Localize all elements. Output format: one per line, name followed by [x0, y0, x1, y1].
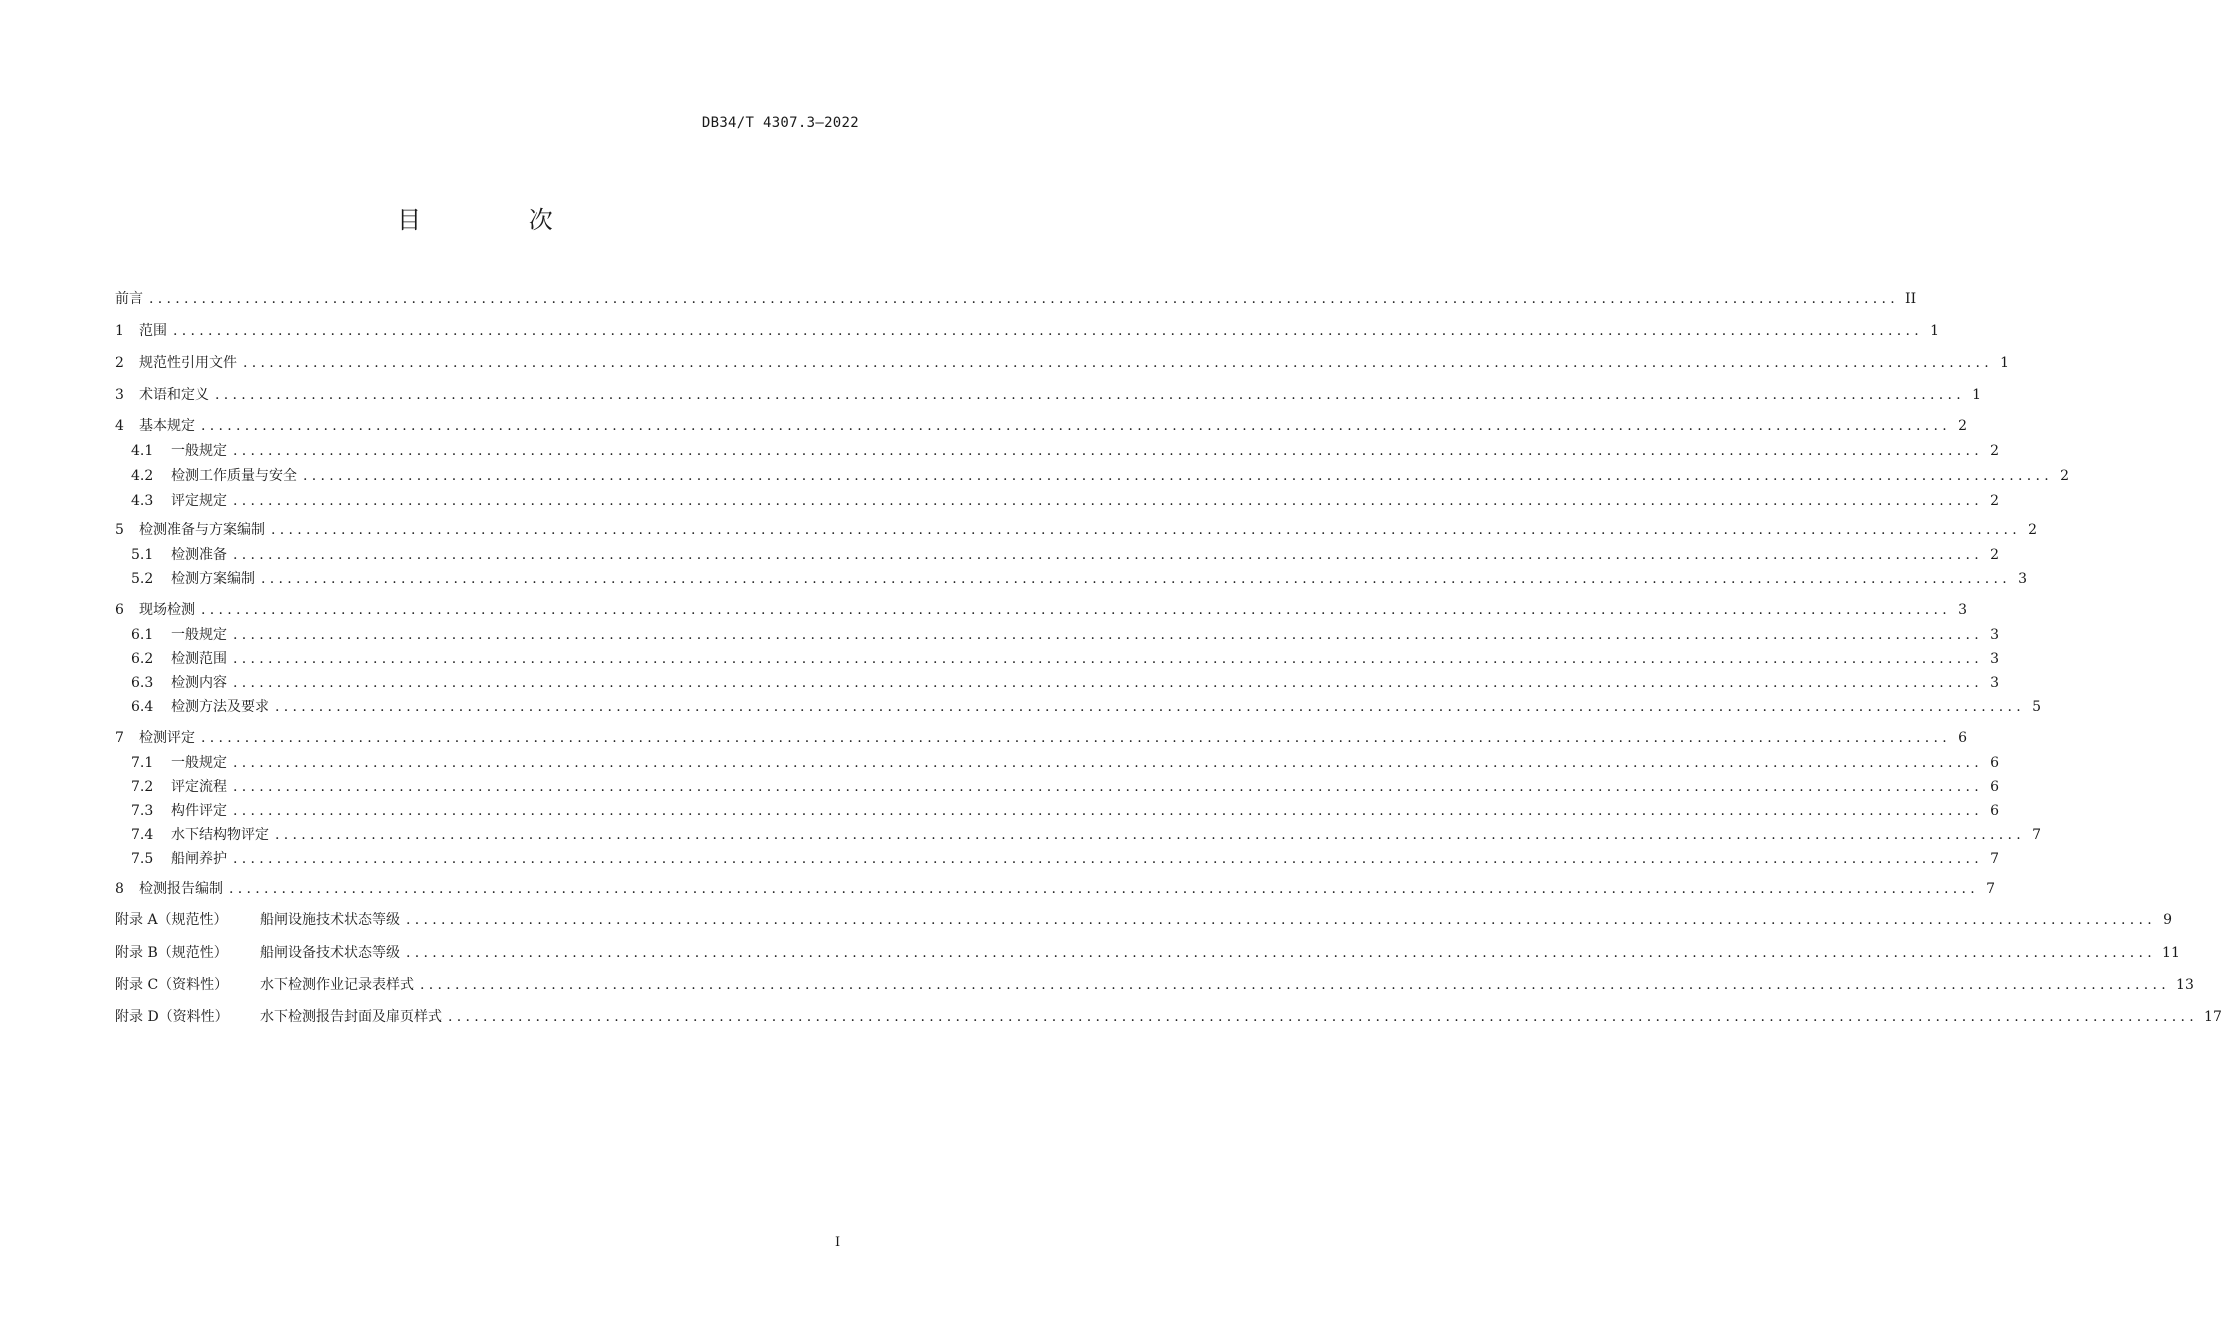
toc-entry-number: 6.1	[131, 627, 154, 643]
toc-entry-label: 检测内容	[171, 675, 227, 691]
dot-leader: ........................................................................................................................................................................................................	[201, 730, 1952, 746]
toc-entry-page: 7	[2032, 827, 2042, 843]
toc-entry-label: 规范性引用文件	[139, 355, 237, 371]
dot-leader: ........................................................................................................................................................................................................	[420, 977, 2171, 993]
toc-entry[interactable]	[131, 672, 2000, 694]
toc-entry[interactable]	[131, 490, 2000, 512]
toc-entry-label: 水下检测报告封面及扉页样式	[260, 1009, 442, 1025]
dot-leader: ........................................................................................................................................................................................................	[261, 571, 2012, 587]
toc-entry-number: 6.3	[131, 675, 154, 691]
toc-entry-page: 9	[2163, 912, 2173, 928]
toc-entry-label: 检测准备	[171, 547, 227, 563]
toc-entry-label: 一般规定	[171, 755, 227, 771]
page-number: I	[835, 1235, 841, 1250]
toc-entry-number: 6.4	[131, 699, 154, 715]
toc-entry[interactable]	[115, 415, 1968, 437]
toc-entry-label: 一般规定	[171, 443, 227, 459]
toc-appendix-entry[interactable]	[115, 974, 2194, 996]
dot-leader: ........................................................................................................................................................................................................	[229, 881, 1980, 897]
toc-appendix-entry[interactable]	[115, 942, 2180, 964]
toc-entry[interactable]	[131, 848, 2000, 870]
toc-entry-number: 3	[115, 387, 124, 403]
toc-entry-number: 7	[115, 730, 124, 746]
toc-entry-page: 1	[2000, 355, 2010, 371]
toc-entry-label: 船闸设备技术状态等级	[260, 945, 400, 961]
toc-entry-page: II	[1905, 291, 1917, 307]
toc-appendix-entry[interactable]	[115, 1006, 2222, 1028]
toc-entry[interactable]	[131, 800, 2000, 822]
toc-entry[interactable]	[131, 648, 2000, 670]
toc-entry-number: 7.3	[131, 803, 154, 819]
dot-leader: ........................................................................................................................................................................................................	[233, 675, 1984, 691]
toc-entry[interactable]	[131, 624, 2000, 646]
dot-leader: ........................................................................................................................................................................................................	[215, 387, 1966, 403]
toc-entry-page: 1	[1972, 387, 1982, 403]
toc-entry[interactable]	[115, 320, 1940, 342]
toc-entry[interactable]	[131, 465, 2070, 487]
toc-entry[interactable]	[115, 727, 1968, 749]
dot-leader: ........................................................................................................................................................................................................	[406, 945, 2157, 961]
toc-entry-label: 水下结构物评定	[171, 827, 269, 843]
toc-entry-label: 检测方法及要求	[171, 699, 269, 715]
toc-entry-page: 2	[1990, 547, 2000, 563]
toc-entry-label: 范围	[139, 323, 167, 339]
toc-entry-page: 6	[1990, 803, 2000, 819]
toc-entry[interactable]	[131, 824, 2042, 846]
toc-entry-label: 检测工作质量与安全	[171, 468, 297, 484]
toc-entry-number: 7.4	[131, 827, 154, 843]
toc-entry[interactable]	[115, 878, 1996, 900]
toc-entry-number: 1	[115, 323, 124, 339]
dot-leader: ........................................................................................................................................................................................................	[271, 522, 2022, 538]
toc-entry[interactable]	[115, 288, 1917, 310]
toc-entry-page: 6	[1990, 755, 2000, 771]
toc-entry-label: 检测准备与方案编制	[139, 522, 265, 538]
dot-leader: ........................................................................................................................................................................................................	[275, 827, 2026, 843]
toc-entry-number: 附录 A（规范性）	[115, 912, 228, 928]
toc-entry-page: 3	[1990, 675, 2000, 691]
toc-entry-number: 7.2	[131, 779, 154, 795]
dot-leader: ........................................................................................................................................................................................................	[233, 755, 1984, 771]
toc-entry-number: 7.5	[131, 851, 154, 867]
toc-entry-label: 现场检测	[139, 602, 195, 618]
toc-entry-number: 附录 C（资料性）	[115, 977, 229, 993]
toc-entry-label: 检测报告编制	[139, 881, 223, 897]
toc-entry-number: 4.2	[131, 468, 154, 484]
toc-entry-label: 检测评定	[139, 730, 195, 746]
toc-entry-label: 水下检测作业记录表样式	[260, 977, 414, 993]
toc-entry[interactable]	[131, 544, 2000, 566]
toc-entry-number: 4.1	[131, 443, 154, 459]
toc-entry-number: 4.3	[131, 493, 154, 509]
dot-leader: ........................................................................................................................................................................................................	[233, 851, 1984, 867]
toc-entry-page: 2	[2060, 468, 2070, 484]
toc-entry-number: 5.1	[131, 547, 154, 563]
toc-entry-number: 8	[115, 881, 124, 897]
toc-entry-page: 3	[1990, 651, 2000, 667]
document-code: DB34/T 4307.3—2022	[701, 115, 859, 131]
toc-entry-page: 6	[1958, 730, 1968, 746]
dot-leader: ........................................................................................................................................................................................................	[448, 1009, 2199, 1025]
toc-entry-number: 6.2	[131, 651, 154, 667]
toc-entry-page: 3	[2018, 571, 2028, 587]
toc-entry-label: 构件评定	[171, 803, 227, 819]
toc-entry-page: 6	[1990, 779, 2000, 795]
dot-leader: ........................................................................................................................................................................................................	[233, 443, 1984, 459]
toc-entry[interactable]	[115, 384, 1982, 406]
dot-leader: ........................................................................................................................................................................................................	[303, 468, 2054, 484]
toc-entry[interactable]	[131, 696, 2042, 718]
toc-entry-page: 2	[1990, 443, 2000, 459]
toc-entry-number: 4	[115, 418, 124, 434]
toc-entry-page: 13	[2176, 977, 2194, 993]
toc-entry-label: 评定规定	[171, 493, 227, 509]
toc-entry-page: 11	[2162, 945, 2180, 961]
toc-entry-page: 3	[1990, 627, 2000, 643]
page-title: 目 次	[397, 206, 603, 234]
dot-leader: ........................................................................................................................................................................................................	[233, 779, 1984, 795]
toc-entry-number: 5.2	[131, 571, 154, 587]
dot-leader: ........................................................................................................................................................................................................	[233, 547, 1984, 563]
toc-entry-label: 基本规定	[139, 418, 195, 434]
toc-entry-page: 17	[2204, 1009, 2222, 1025]
toc-entry[interactable]	[131, 568, 2028, 590]
toc-entry[interactable]	[115, 519, 2038, 541]
dot-leader: ........................................................................................................................................................................................................	[149, 291, 1900, 307]
toc-entry-number: 附录 D（资料性）	[115, 1009, 229, 1025]
dot-leader: ........................................................................................................................................................................................................	[233, 803, 1984, 819]
toc-entry-label: 术语和定义	[139, 387, 209, 403]
dot-leader: ........................................................................................................................................................................................................	[406, 912, 2157, 928]
toc-entry-label: 船闸设施技术状态等级	[260, 912, 400, 928]
dot-leader: ........................................................................................................................................................................................................	[233, 493, 1984, 509]
toc-entry-number: 附录 B（规范性）	[115, 945, 228, 961]
dot-leader: ........................................................................................................................................................................................................	[233, 627, 1984, 643]
toc-entry-number: 6	[115, 602, 124, 618]
toc-entry-label: 一般规定	[171, 627, 227, 643]
toc-entry-page: 7	[1986, 881, 1996, 897]
toc-appendix-entry[interactable]	[115, 909, 2173, 931]
toc-entry-page: 7	[1990, 851, 2000, 867]
toc-entry-page: 5	[2032, 699, 2042, 715]
toc-entry[interactable]	[131, 440, 2000, 462]
toc-entry-number: 7.1	[131, 755, 154, 771]
toc-entry-page: 2	[1958, 418, 1968, 434]
dot-leader: ........................................................................................................................................................................................................	[173, 323, 1924, 339]
dot-leader: ........................................................................................................................................................................................................	[233, 651, 1984, 667]
toc-entry[interactable]	[131, 752, 2000, 774]
dot-leader: ........................................................................................................................................................................................................	[201, 418, 1952, 434]
toc-entry-page: 2	[2028, 522, 2038, 538]
toc-entry-page: 2	[1990, 493, 2000, 509]
toc-entry-label: 检测方案编制	[171, 571, 255, 587]
toc-entry-label: 评定流程	[171, 779, 227, 795]
dot-leader: ........................................................................................................................................................................................................	[243, 355, 1994, 371]
toc-entry-number: 2	[115, 355, 124, 371]
toc-entry-label: 前言	[115, 291, 143, 307]
toc-entry-page: 3	[1958, 602, 1968, 618]
dot-leader: ........................................................................................................................................................................................................	[275, 699, 2026, 715]
toc-entry[interactable]	[115, 599, 1968, 621]
toc-entry-label: 检测范围	[171, 651, 227, 667]
toc-entry-number: 5	[115, 522, 124, 538]
dot-leader: ........................................................................................................................................................................................................	[201, 602, 1952, 618]
toc-entry[interactable]	[131, 776, 2000, 798]
toc-entry-label: 船闸养护	[171, 851, 227, 867]
toc-entry[interactable]	[115, 352, 2010, 374]
toc-entry-page: 1	[1930, 323, 1940, 339]
